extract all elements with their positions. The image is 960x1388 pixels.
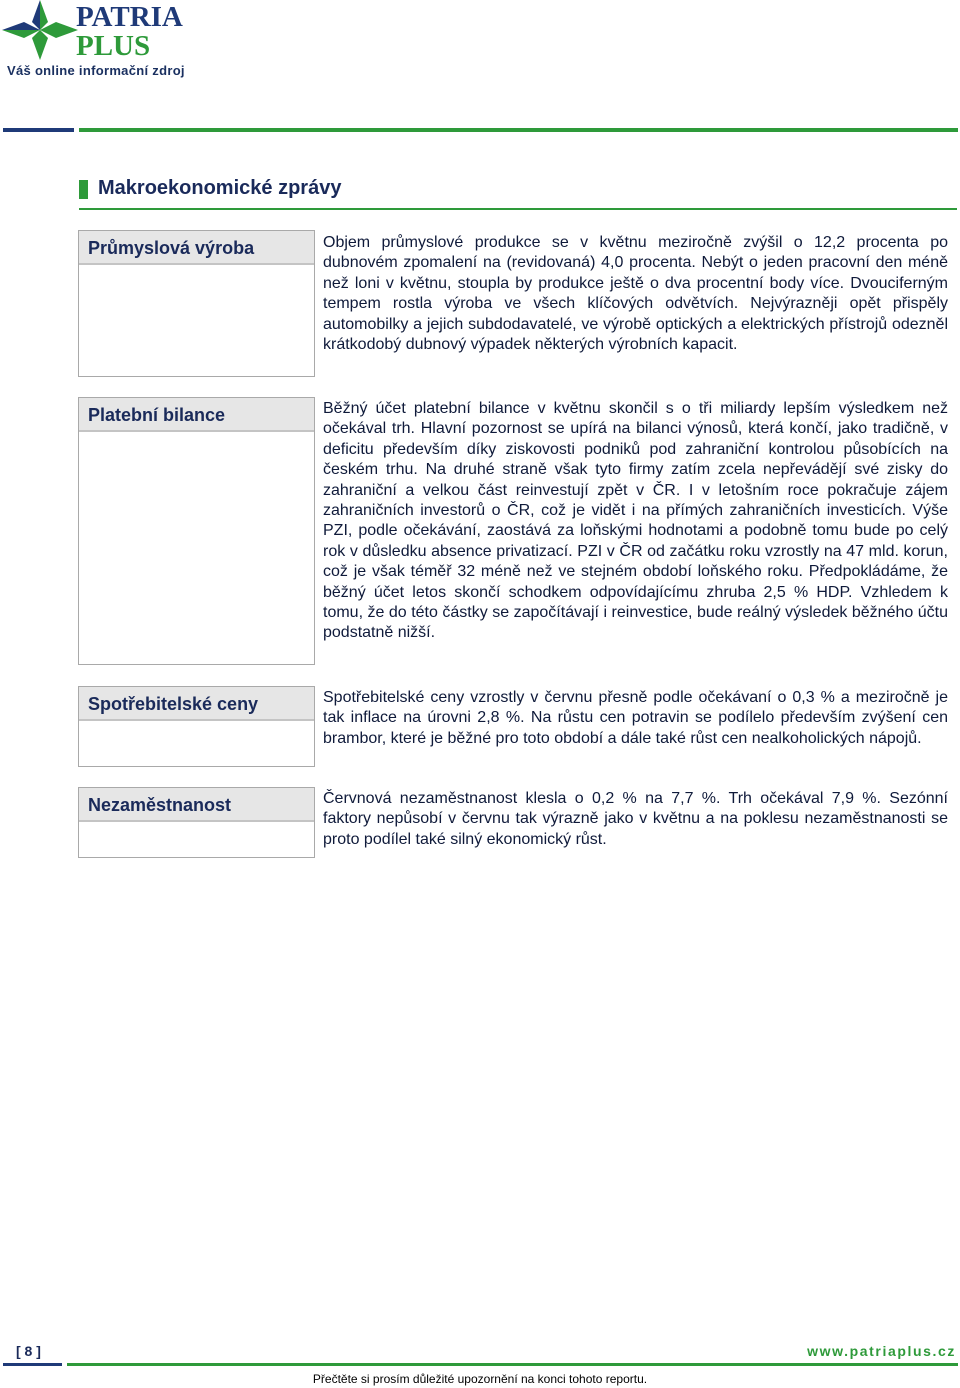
page-number: [ 8 ] (16, 1343, 41, 1359)
topic-title: Průmyslová výroba (79, 231, 314, 265)
section-marker-icon (79, 180, 88, 199)
topic-text: Spotřebitelské ceny vzrostly v červnu přesně podle očekávaní o 0,3 % a meziročně je tak inflace na úrovni 2,8 %. Na růstu cen potravin se podílelo především zvýšení cen brambor, které je běžné pro toto období a dále také růst cen nealkoholických nápojů. (323, 689, 948, 747)
section-title: Makroekonomické zprávy (98, 177, 342, 199)
compass-star-icon (2, 0, 212, 62)
footer-divider-blue (3, 1363, 62, 1366)
header-divider-green (79, 128, 958, 132)
topic-label-box (78, 230, 315, 377)
topic-title: Spotřebitelské ceny (79, 687, 314, 721)
section-heading (79, 176, 957, 210)
topic-title: Platební bilance (79, 398, 314, 432)
disclaimer-text: Přečtěte si prosím důležité upozornění na konci tohoto reportu. (312, 1372, 648, 1386)
brand-name-line1: PATRIA (76, 1, 183, 33)
footer-divider-green (67, 1363, 958, 1366)
brand-tagline: Váš online informační zdroj (7, 63, 185, 78)
topic-label-box (78, 686, 315, 767)
topic-label-box (78, 397, 315, 665)
topic-label-box (78, 787, 315, 858)
site-url-link[interactable]: www.patriaplus.cz (807, 1343, 956, 1359)
topic-text: Červnová nezaměstnanost klesla o 0,2 % na 7,7 %. Trh očekával 7,9 %. Sezónní faktory nepůsobí v červnu tak výrazně jako v květnu a na poklesu nezaměstnanosti se proto podílel také silný ekonomický růst. (323, 790, 948, 848)
topic-title: Nezaměstnanost (79, 788, 314, 822)
topic-text: Běžný účet platební bilance v květnu skončil s o tři miliardy lepším výsledkem než očekával trh. Hlavní pozornost se upírá na bilanci výnosů, která končí, jako tradičně, v deficitu především díky ziskovosti podniků pod zahraniční kontrolou působících na českém trhu. Na druhé straně však tyto firmy zatím zcela nepřevádějí své zisky do zahraniční a velkou část reinvestují zpět v ČR. I v letošním roce pokračuje zájem zahraničních investorů o ČR, což je vidět i na přímých zahraničních investicích. Výše PZI, podle očekávání, zaostává za loňskými hodnotami a podobně tomu bude po celý rok v důsledku absence privatizací. PZI v ČR od začátku roku vzrostly na 47 mld. korun, což je však téměř 32 méně než ve stejném období loňského roku. Předpokládáme, že běžný účet letos skončí schodkem odpovídajícímu zhruba 2,5 % HDP. Vzhledem k tomu, že do této částky se započítávají i reinvestice, bude reálný výsledek běžného účtu podstatně nižší. (323, 400, 948, 642)
brand-name-line2: PLUS (76, 30, 151, 62)
header-divider-blue (3, 128, 74, 132)
topic-text: Objem průmyslové produkce se v květnu meziročně zvýšil o 12,2 procenta po dubnovém zpomalení na (revidovaná) 4,0 procenta. Nebýt o jeden pracovní den méně než loni v květnu, stoupla by produkce ještě o dva procentní body více. Dvouciferným tempem rostla výroba ve všech klíčových odvětvích. Nejvýrazněji opět přispěly automobilky a jejich subdodavatelé, ve výrobě optických a elektrických přístrojů odezněl krátkodobý dubnový výpadek některých výrobních kapacit. (323, 234, 948, 354)
